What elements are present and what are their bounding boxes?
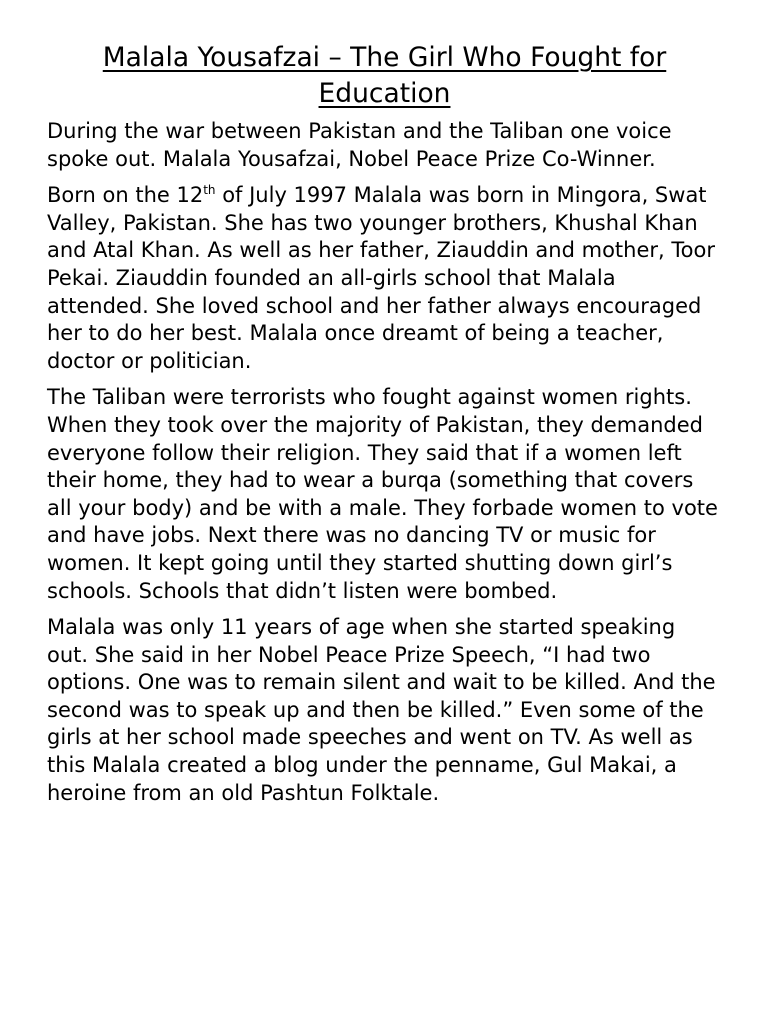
paragraph-speaking-out: Malala was only 11 years of age when she started speaking out. She said in her Nobel Peace Prize Speech, “I had two options. One was to remain silent and wait to be killed. And the second was to speak up and then be killed.” Even some of the girls at her school made speeches and went on TV. As well as this Malala created a blog under the penname, Gul Makai, a heroine from an old Pashtun Folktale.	[47, 615, 716, 805]
birth-text-start: Born on the 12	[47, 183, 204, 208]
birth-text-rest: of July 1997 Malala was born in Mingora, Swat Valley, Pakistan. She has two younger brothers, Khushal Khan and Atal Khan. As well as her father, Ziauddin and mother, Toor Pekai. Ziauddin founded an all-girls school that Malala attended. She loved school and her father always encouraged her to do her best. Malala once dreamt of being a teacher, doctor or politician.	[47, 183, 715, 373]
paragraph-intro: During the war between Pakistan and the Taliban one voice spoke out. Malala Yousafzai, Nobel Peace Prize Co-Winner.	[47, 119, 672, 171]
document-title: Malala Yousafzai – The Girl Who Fought for Education	[102, 42, 667, 109]
paragraph-birth	[47, 182, 722, 375]
ordinal-suffix: th	[203, 183, 216, 198]
paragraph-taliban: The Taliban were terrorists who fought against women rights. When they took over the majority of Pakistan, they demanded everyone follow their religion. They said that if a women left their home, they had to wear a burqa (something that covers all your body) and be with a male. They forbade women to vote and have jobs. Next there was no dancing TV or music for women. It kept going until they started shutting down girl’s schools. Schools that didn’t listen were bombed.	[47, 385, 718, 603]
